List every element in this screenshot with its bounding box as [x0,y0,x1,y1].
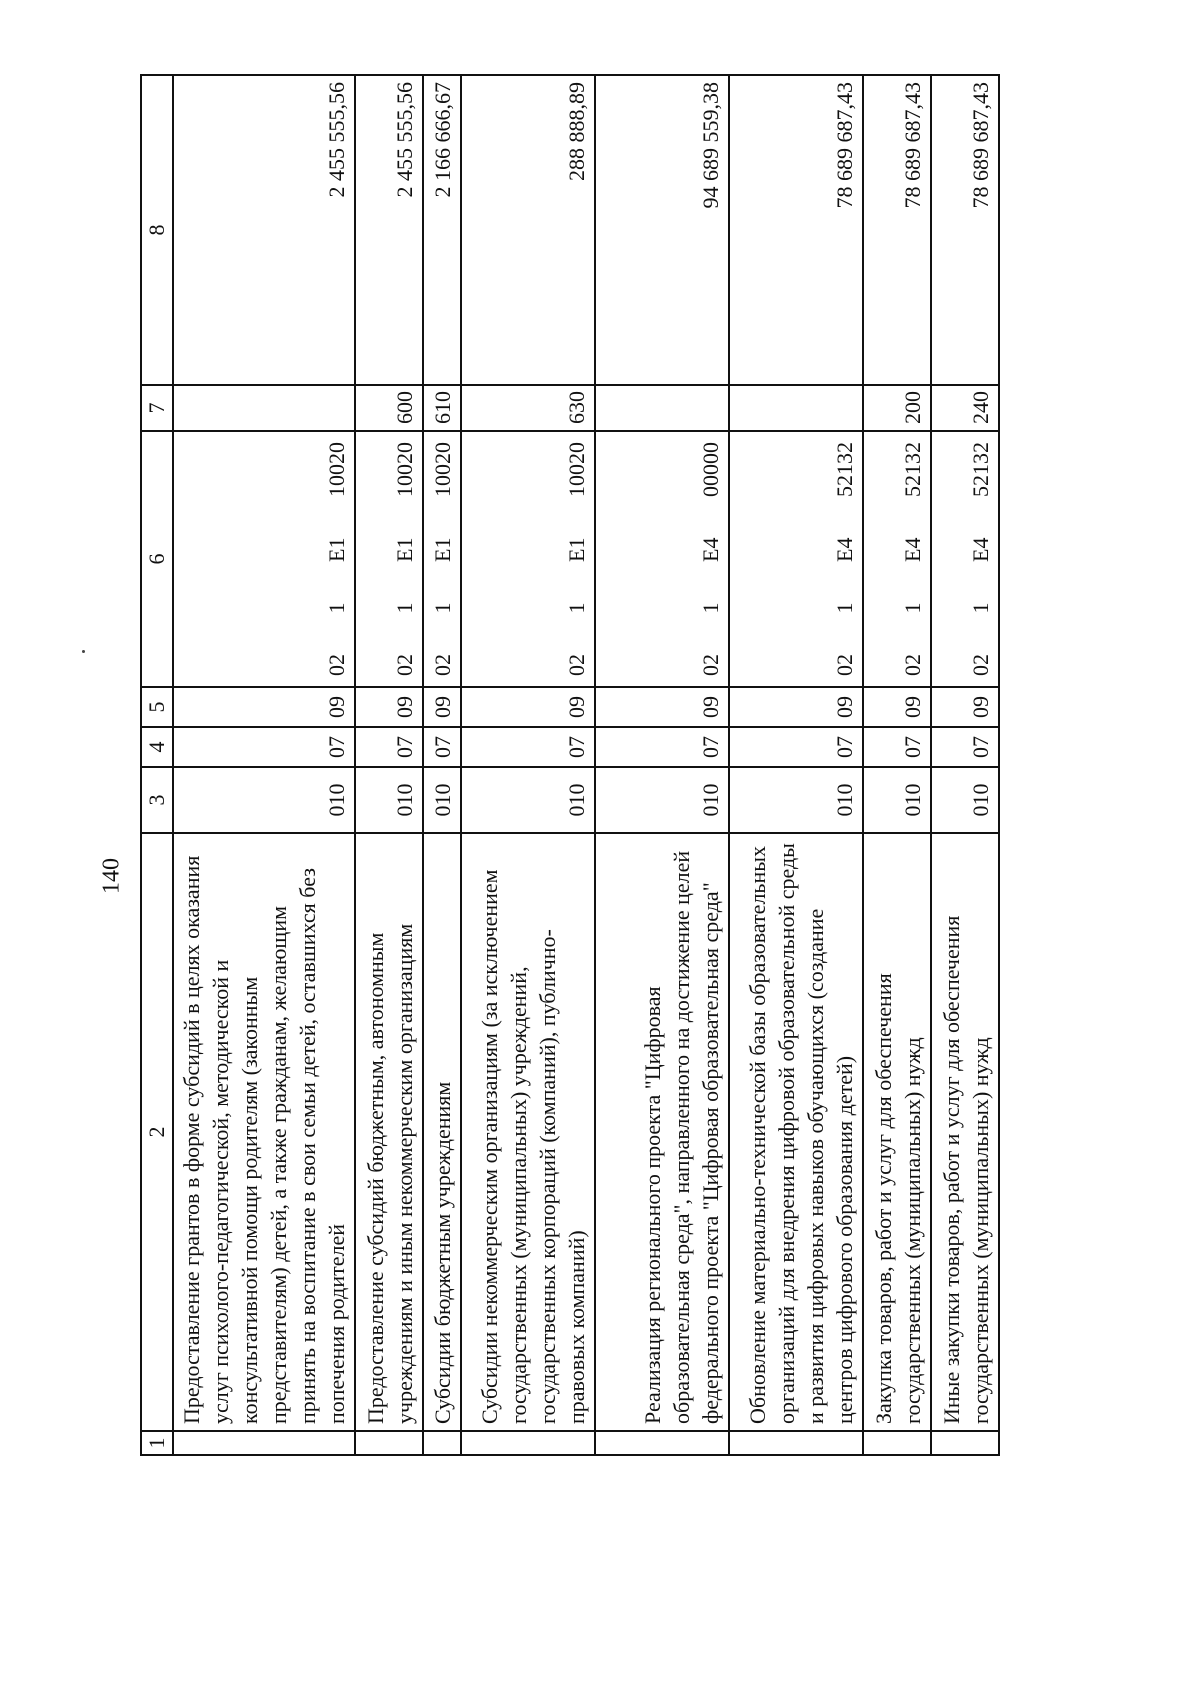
section-code: 07 [863,727,931,767]
ministry-code: 010 [173,767,355,833]
target-code-part: 10020 [324,442,350,497]
amount: 2 166 666,67 [423,75,461,385]
header-col-5: 5 [141,687,173,727]
expense-type-code: 600 [355,385,423,431]
header-col-1: 1 [141,1431,173,1455]
expense-type-code: 200 [863,385,931,431]
subsection-code: 09 [355,687,423,727]
target-code-part: 1 [832,602,858,614]
target-code-part: 1 [900,602,926,614]
table-row [863,75,931,1455]
target-code-part: 52132 [832,442,858,497]
amount: 78 689 687,43 [863,75,931,385]
row-name: Обновление материально-технической базы образовательных организаций для внедрения цифровой образовательной среды и развития цифровых навыков обучающихся (создание центров цифрового образования детей) [729,833,863,1431]
expense-type-code [595,385,729,431]
table-row [173,75,355,1455]
target-code-part: 1 [968,602,994,614]
target-code-part: E1 [564,537,590,562]
expense-type-code: 610 [423,385,461,431]
row-name: Закупка товаров, работ и услуг для обеспечения государственных (муниципальных) нужд [863,833,931,1431]
expense-type-code: 630 [461,385,595,431]
expense-type-code: 240 [931,385,999,431]
subsection-code: 09 [729,687,863,727]
page-number: 140 [98,858,125,894]
header-row [141,75,173,1455]
row-number-cell [355,1431,423,1455]
row-number-cell [931,1431,999,1455]
row-number-cell [173,1431,355,1455]
ministry-code: 010 [863,767,931,833]
table-row [461,75,595,1455]
target-article-code [863,431,931,687]
target-code-part: E1 [392,537,418,562]
section-code: 07 [595,727,729,767]
rotated-page-content [140,76,1000,1456]
row-number-cell [595,1431,729,1455]
target-code-part: 02 [968,654,994,676]
target-code-part: 1 [392,602,418,614]
row-name: Субсидии бюджетным учреждениям [423,833,461,1431]
row-name: Реализация регионального проекта "Цифровая образовательная среда", направленного на достижение целей федерального проекта "Цифровая образовательная среда" [595,833,729,1431]
expense-type-code [729,385,863,431]
table-row [729,75,863,1455]
section-code: 07 [931,727,999,767]
target-code-part: 52132 [900,442,926,497]
subsection-code: 09 [595,687,729,727]
ministry-code: 010 [355,767,423,833]
target-article-code [595,431,729,687]
header-col-7: 7 [141,385,173,431]
target-code-part: 10020 [392,442,418,497]
ministry-code: 010 [423,767,461,833]
target-code-part: 10020 [564,442,590,497]
target-code-part: 1 [698,602,724,614]
row-name: Субсидии некоммерческим организациям (за исключением государственных (муниципальных) учреждений, государственных корпораций (компаний), публично-правовых компаний) [461,833,595,1431]
ministry-code: 010 [461,767,595,833]
target-code-part: 02 [430,654,456,676]
target-code-part: 02 [698,654,724,676]
table-row [595,75,729,1455]
target-code-part: E4 [900,537,926,562]
row-number-cell [461,1431,595,1455]
row-number-cell [863,1431,931,1455]
target-code-part: 00000 [698,442,724,497]
budget-table [140,74,1000,1456]
target-article-code [729,431,863,687]
ministry-code: 010 [595,767,729,833]
amount: 288 888,89 [461,75,595,385]
subsection-code: 09 [931,687,999,727]
target-code-part: 1 [564,602,590,614]
header-col-6: 6 [141,431,173,687]
scan-speck [82,650,85,653]
section-code: 07 [461,727,595,767]
target-article-code [423,431,461,687]
row-number-cell [423,1431,461,1455]
target-code-part: 02 [392,654,418,676]
table-row [931,75,999,1455]
row-number-cell [729,1431,863,1455]
target-code-part: 02 [324,654,350,676]
target-code-part: 1 [430,602,456,614]
target-code-part: 52132 [968,442,994,497]
target-article-code [355,431,423,687]
target-code-part: 02 [564,654,590,676]
amount: 78 689 687,43 [931,75,999,385]
row-name: Иные закупки товаров, работ и услуг для обеспечения государственных (муниципальных) нужд [931,833,999,1431]
row-name: Предоставление грантов в форме субсидий в целях оказания услуг психолого-педагогической, методической и консультативной помощи родителям (законным представителям) детей, а также гражданам, желающим принять на воспитание в свои семьи детей, оставшихся без попечения родителей [173,833,355,1431]
subsection-code: 09 [461,687,595,727]
amount: 78 689 687,43 [729,75,863,385]
subsection-code: 09 [423,687,461,727]
target-article-code [931,431,999,687]
target-code-part: 02 [900,654,926,676]
header-col-4: 4 [141,727,173,767]
header-col-8: 8 [141,75,173,385]
table-row [423,75,461,1455]
section-code: 07 [423,727,461,767]
target-code-part: E4 [698,537,724,562]
ministry-code: 010 [729,767,863,833]
table-row [355,75,423,1455]
amount: 94 689 559,38 [595,75,729,385]
target-code-part: E4 [832,537,858,562]
target-code-part: 1 [324,602,350,614]
target-code-part: 02 [832,654,858,676]
section-code: 07 [173,727,355,767]
target-article-code [173,431,355,687]
amount: 2 455 555,56 [355,75,423,385]
ministry-code: 010 [931,767,999,833]
subsection-code: 09 [863,687,931,727]
target-code-part: 10020 [430,442,456,497]
subsection-code: 09 [173,687,355,727]
section-code: 07 [355,727,423,767]
target-code-part: E1 [324,537,350,562]
header-col-2: 2 [141,833,173,1431]
row-name: Предоставление субсидий бюджетным, автономным учреждениям и иным некоммерческим организациям [355,833,423,1431]
amount: 2 455 555,56 [173,75,355,385]
target-code-part: E1 [430,537,456,562]
target-article-code [461,431,595,687]
target-code-part: E4 [968,537,994,562]
section-code: 07 [729,727,863,767]
header-col-3: 3 [141,767,173,833]
expense-type-code [173,385,355,431]
